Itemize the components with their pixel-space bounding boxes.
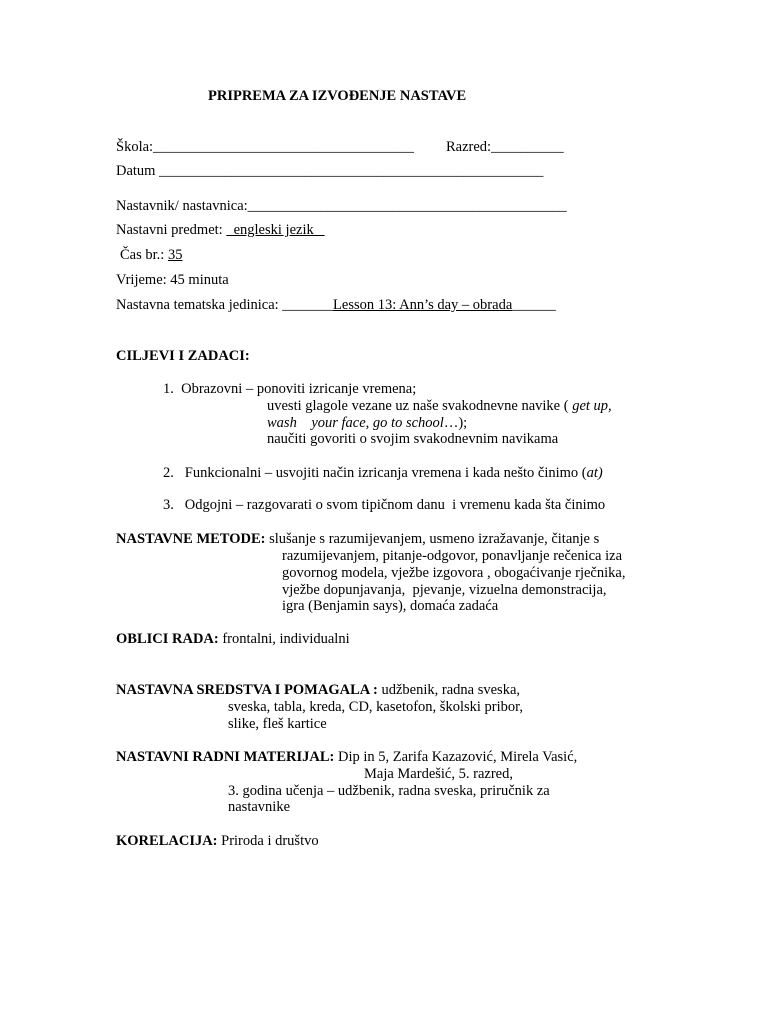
cas-field <box>120 247 182 264</box>
sredstva-line-1 <box>116 682 520 699</box>
korelacija-value: Priroda i društvo <box>217 833 319 849</box>
sredstva-text-1: udžbenik, radna sveska, <box>377 682 521 698</box>
metode-line-5: igra (Benjamin says), domaća zadaća <box>282 598 499 614</box>
metode-text-1: slušanje s razumijevanjem, usmeno izražavanje, čitanje s <box>265 531 600 547</box>
razred-field: Razred:__________ <box>446 139 564 155</box>
ciljevi-item-1-text: uvesti glagole vezane uz naše svakodnevne navike ( <box>267 398 573 414</box>
predmet-field <box>116 222 325 239</box>
tema-field <box>116 297 556 314</box>
ciljevi-item-2-italic: at) <box>586 465 603 481</box>
ciljevi-item-1-line-3 <box>267 415 467 432</box>
tema-tail: ______ <box>512 297 556 313</box>
materijal-line-2: Maja Mardešić, 5. razred, <box>364 766 513 782</box>
cas-label: Čas br.: <box>120 247 168 263</box>
cas-value: 35 <box>167 247 183 263</box>
ciljevi-item-1-line-4: naučiti govoriti o svojim svakodnevnim navikama <box>267 431 559 447</box>
tema-value: Lesson 13: Ann’s day – obrada <box>333 297 513 313</box>
ciljevi-item-3: 3. Odgojni – razgovarati o svom tipičnom danu i vremenu kada šta činimo <box>163 497 606 513</box>
materijal-text-1: Dip in 5, Zarifa Kazazović, Mirela Vasić, <box>334 749 578 765</box>
ciljevi-item-1-line-2 <box>267 398 612 415</box>
predmet-label: Nastavni predmet: <box>116 222 227 238</box>
metode-line-4: vježbe dopunjavanja, pjevanje, vizuelna demonstracija, <box>282 582 607 598</box>
materijal-line-1 <box>116 749 577 766</box>
ciljevi-item-1-italic: get up, <box>572 398 612 414</box>
materijal-line-4: nastavnike <box>228 799 291 815</box>
ciljevi-heading: CILJEVI I ZADACI: <box>116 348 250 364</box>
sredstva-line-2: sveska, tabla, kreda, CD, kasetofon, školski pribor, <box>228 699 523 715</box>
ciljevi-item-2-text: 2. Funkcionalni – usvojiti način izricanja vremena i kada nešto činimo ( <box>163 465 587 481</box>
oblici-label: OBLICI RADA: <box>116 631 219 647</box>
materijal-label: NASTAVNI RADNI MATERIJAL: <box>116 749 335 765</box>
sredstva-line-3: slike, fleš kartice <box>228 716 327 732</box>
ciljevi-item-2 <box>163 465 603 482</box>
oblici-rada <box>116 631 350 648</box>
vrijeme-field: Vrijeme: 45 minuta <box>116 272 229 288</box>
metode-line-2: razumijevanjem, pitanje-odgovor, ponavljanje rečenica iza <box>282 548 623 564</box>
korelacija-label: KORELACIJA: <box>116 833 218 849</box>
sredstva-label: NASTAVNA SREDSTVA I POMAGALA : <box>116 682 378 698</box>
metode-line-1 <box>116 531 599 548</box>
oblici-value: frontalni, individualni <box>218 631 350 647</box>
predmet-value: engleski jezik <box>226 222 325 238</box>
tema-label: Nastavna tematska jedinica: _______ <box>116 297 334 313</box>
materijal-line-3: 3. godina učenja – udžbenik, radna sveska, priručnik za <box>228 783 550 799</box>
nastavnik-field: Nastavnik/ nastavnica:____________________________________________ <box>116 198 567 214</box>
datum-field: Datum _____________________________________________________ <box>116 163 544 179</box>
ciljevi-item-1-ellipsis: …); <box>443 415 468 431</box>
metode-line-3: govornog modela, vježbe izgovora , obogaćivanje rječnika, <box>282 565 626 581</box>
ciljevi-item-1-italic-examples: wash your face, go to school <box>267 415 444 431</box>
korelacija <box>116 833 319 850</box>
skola-field: Škola:____________________________________ <box>116 139 415 155</box>
ciljevi-item-1: 1. Obrazovni – ponoviti izricanje vremena; <box>163 381 417 397</box>
document-title: PRIPREMA ZA IZVOĐENJE NASTAVE <box>208 88 467 104</box>
metode-label: NASTAVNE METODE: <box>116 531 266 547</box>
